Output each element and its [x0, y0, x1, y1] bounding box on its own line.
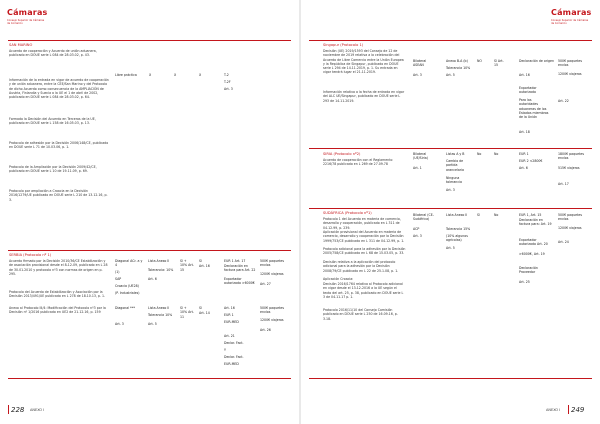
siria-col-a-1: Bilateral (UE/Siria): [413, 152, 428, 161]
serbia-col-d-4: Art. 14: [199, 311, 210, 315]
sudafrica-text-4: Decisión relativa a la aplicación del protocolo adicional para la adhesión por la Decisión 2008/79/CE publicado en L 22 de 25.1.08, p. 1.: [323, 260, 399, 273]
section-title-sudafrica: SUDÁFRICA (Protocolo nº1): [323, 211, 372, 215]
siria-col-c: No: [477, 152, 482, 156]
singapur-col-f-1: 500€ paquetes envíos: [558, 59, 582, 68]
sudafrica-col-e-4: >6000€, Art. 19: [519, 252, 545, 256]
serbia-col-e-3: Exportador autorizado >6000€: [224, 277, 255, 286]
singapur-col-c: NO: [477, 59, 482, 63]
serbia-col-a-2: (1): [115, 270, 120, 274]
siria-col-e-3: Art. 6: [519, 166, 528, 170]
section-title-san-marino: SAN MARINO: [9, 43, 33, 47]
siria-col-e-2: EUR 2 <2800€: [519, 159, 543, 163]
san-marino-text-1: Acuerdo de cooperación y Acuerdo de unión aduanera, publicado en DOUE serie L 084 de 28.03.02, p. 43.: [9, 49, 97, 58]
serbia-col-a-5: (P. Industriales): [115, 291, 140, 295]
sudafrica-col-f-1: 500€ paquetes envíos: [558, 213, 582, 222]
page-number: 228: [11, 406, 25, 414]
san-marino-col-d: X: [199, 73, 202, 77]
serbia-col-c-1: Sí + 10% Art. 15: [180, 259, 194, 272]
serbia-col-e-8: Declar. Fact.: [224, 341, 244, 345]
sudafrica-text-6: Decisión 2016/1764 relativa al Protocolo adicional en vigor desde el 13-12-2016 a la UE según el texto del art. 25, p. 38, publicado en DOUE serie L 3 de 04.11.17 p. 1.: [323, 282, 404, 299]
siria-col-b-2: Cambio de partida arancelaria: [446, 159, 464, 172]
singapur-col-a-1: Bilateral ASEAN: [413, 59, 427, 68]
sudafrica-text-5: Aplicación Croacia:: [323, 277, 354, 281]
serbia-col-e-2: Declaración en factura para Art. 22: [224, 264, 256, 273]
camaras-logo: Cámaras: [7, 8, 48, 17]
logo-tagline: Consejo Superior de Cámaras de Comercio: [551, 19, 589, 25]
serbia-col-b-1: Lista Anexo II: [148, 259, 170, 263]
sudafrica-col-e-3: Exportador autorizado Art. 20: [519, 238, 548, 247]
section-divider: [309, 40, 592, 41]
section-divider: [309, 208, 592, 209]
logo-tagline: Consejo Superior de Cámaras de Comercio: [7, 19, 45, 25]
sudafrica-col-f-3: Art. 24: [558, 240, 569, 244]
san-marino-text-6: Protocolo por ampliación a Croacia en la Decisión 2016/1279/UE publicado en DOUE serie L 210 de 13.12.16, p. 3.: [9, 189, 108, 202]
serbia-col-a-7: Art. 3: [115, 322, 124, 326]
sudafrica-col-a-2: ACP: [413, 227, 420, 231]
singapur-col-a-2: Art. 3: [413, 73, 422, 77]
serbia-col-a-6: Diagonal ***: [115, 306, 135, 310]
serbia-col-e-9: Y: [224, 348, 226, 352]
sudafrica-col-e-1: EUR 1, Art. 15: [519, 213, 542, 217]
serbia-col-b-2: Tolerancia: 10%: [148, 268, 174, 272]
singapur-col-b-3: Art. 5: [446, 73, 455, 77]
serbia-col-e-1: EUR 1 Art. 17: [224, 259, 246, 263]
serbia-col-f-5: 1200€ viajeros: [260, 318, 284, 322]
sudafrica-col-b-3: (10% algunos agrícolas): [446, 234, 468, 243]
siria-col-f-3: Art. 17: [558, 182, 569, 186]
sudafrica-text-3: Protocolo adicional para la adhesión por la Decisión 2005/758/CE publicado en L 68 de 15.03.05, p. 33.: [323, 247, 406, 256]
san-marino-text-5: Protocolo de la Ampliación por la Decisión 2009/42/CE, publicado en DOUE serie L 10 de 19.11.09, p. 69.: [9, 165, 97, 174]
serbia-col-b-5: Tolerancia 10%: [148, 313, 173, 317]
sudafrica-col-e-2: Declaración en factura para: Art. 19: [519, 218, 552, 227]
sudafrica-col-a-3: Art. 3: [413, 234, 422, 238]
sudafrica-col-e-5: Declaración Proveedor: [519, 266, 538, 275]
siria-col-a-2: Art. 1: [413, 166, 422, 170]
camaras-logo: Cámaras: [551, 8, 592, 17]
section-title-serbia: SERBIA (Protocolo nº 1): [9, 253, 52, 257]
san-marino-text-2: Información de la entrada en vigor de acuerdo de cooperación y de unión aduanera, entre la CEE/San Marino y del Protocolo de dicho Acuerdo como consecuencia de la AMPLIACIÓN de Austria, Finlandia y Suecia a la UE el 1 de abril de 2002, publicado en DOUE serie L 084 de 28.03.02, p. 64.: [9, 78, 109, 100]
section-title-siria: SIRIA (Protocolo nº2): [323, 152, 361, 156]
sudafrica-col-a-1: Bilateral (CE-Sudáfrica): [413, 213, 434, 222]
serbia-col-e-6: EUR-MED: [224, 320, 239, 324]
sudafrica-col-b-1: Lista Anexo II: [446, 213, 468, 217]
footer-label: ANEXO I: [546, 408, 561, 412]
right-page: [301, 0, 600, 424]
left-page: [0, 0, 299, 424]
siria-col-e-1: EUR 1: [519, 152, 529, 156]
serbia-col-e-5: EUR 1: [224, 313, 234, 317]
singapur-col-e-1: Declaración de origen: [519, 59, 555, 63]
siria-text-1: Acuerdo de cooperación con el Reglamento 2216/78 publicado en L 269 de 27.09.78: [323, 158, 393, 167]
page-number-bar: [8, 405, 9, 414]
siria-col-b-1: Listas A y B: [446, 152, 465, 156]
san-marino-col-b: X: [149, 73, 152, 77]
siria-col-b-4: Art. 3: [446, 188, 455, 192]
page-number-bar: [568, 405, 569, 414]
sudafrica-col-e-6: Art. 25: [519, 280, 530, 284]
singapur-col-b-1: Anexo B-A (b): [446, 59, 468, 63]
san-marino-origin: Libre práctica: [115, 73, 137, 77]
serbia-col-e-4: Art. 16: [224, 306, 235, 310]
serbia-col-f-3: Art. 27: [260, 282, 271, 286]
singapur-col-f-3: Art. 22: [558, 99, 569, 103]
serbia-col-a-3: SAP: [115, 277, 122, 281]
serbia-text-2: Protocolo del Acuerdo de Estabilización y Asociación por la Decisión 2013/491/UE publicado en L 278 de 18.10.13, p. 1.: [9, 290, 106, 299]
serbia-col-f-4: 500€ paquetes envíos: [260, 306, 284, 315]
page-number: 249: [571, 406, 585, 414]
serbia-col-e-7: Art. 21: [224, 334, 235, 338]
singapur-col-e-3: Exportador autorizado: [519, 86, 537, 95]
serbia-text-3: Anexo al Protocolo III/4: Modificación del Protocolo nº3 por la Decisión nº 1/2016 publicado en UE2 de 21.12.16, p. 159: [9, 306, 106, 315]
singapur-col-b-2: Tolerancia 10%: [446, 66, 471, 70]
serbia-col-f-6: Art. 26: [260, 328, 271, 332]
serbia-col-b-6: Art. 5: [148, 322, 157, 326]
section-divider: [8, 250, 291, 251]
san-marino-col-e2: T-2F: [224, 80, 231, 84]
serbia-col-b-3: Art. 6: [148, 277, 157, 281]
section-divider: [8, 40, 291, 41]
footer-label: ANEXO I: [30, 408, 45, 412]
serbia-col-b-4: Lista Anexo II: [148, 306, 170, 310]
siria-col-b-3: Ninguna tolerancia: [446, 176, 462, 185]
siria-col-d: No: [494, 152, 499, 156]
sudafrica-col-d: No: [494, 213, 499, 217]
san-marino-col-e3: Art. 3: [224, 87, 233, 91]
serbia-col-f-2: 1200€ viajeros: [260, 272, 284, 276]
singapur-col-e-2: Art. 16: [519, 73, 530, 77]
section-divider: [309, 148, 592, 149]
san-marino-col-c: X: [174, 73, 177, 77]
sudafrica-text-7: Protocolo 2016/11/10 del Consejo Comisión publicado en DOUE serie L 250 de 16.09.16, p. 3.18.: [323, 308, 398, 321]
san-marino-text-4: Protocolo de adhesión por la Decisión 2006/148/CE, publicado en DOUE serie L 71 de 10.03.06, p. 1.: [9, 141, 109, 150]
singapur-col-e-5: Art. 18: [519, 130, 530, 134]
sudafrica-col-f-2: 1200€ viajeros: [558, 226, 582, 230]
sudafrica-col-b-2: Tolerancia 15%: [446, 227, 471, 231]
serbia-col-c-2: Sí + 10% Art. 11: [180, 306, 194, 319]
serbia-col-e-11: EUR-MED: [224, 362, 239, 366]
san-marino-text-3: Formado la Decisión del Acuerdo en Terceros de la UE, publicado en DOUE serie L 158 de 16.05.03, p. 13.: [9, 117, 96, 126]
san-marino-col-e1: T-2: [224, 73, 229, 77]
serbia-col-e-10: Declar. Fact.: [224, 355, 244, 359]
serbia-col-d-2: Art. 16: [199, 264, 210, 268]
sudafrica-col-b-4: Art. 5: [446, 246, 455, 250]
serbia-text-1: Acuerdo firmado por la Decisión 2010/36/CE Estabilización y de asociación provisional desde el 8-12-09, publicado en L 28 de 30.01.2010 y protocolo nº3 con normas de origen en p. 295.: [9, 259, 108, 276]
singapur-col-d: Sí Art. 15: [494, 59, 504, 68]
serbia-col-d-3: Sí: [199, 306, 202, 310]
singapur-text-1: Decisión (UE) 2019/1593 del Consejo de 12 de noviembre de 2019 relativa a la celebración del Acuerdo de Libre Comercio entre la Unión Europea y la República de Singapur, publicado en DOUE serie L 294 de 14.11.2019, p. 1. Su entrada en vigor tendrá lugar el 21.11.2019.: [323, 49, 404, 75]
singapur-col-e-4: Para las autoridades aduaneras de los Estados miembros de la Unión: [519, 98, 549, 120]
sudafrica-text-2: Aplicación provisional del Acuerdo en materia de comercio, desarrollo y cooperación por la Decisión 1999/753/CE publicado en L 311 de 04.12.99, p. 1.: [323, 230, 405, 243]
singapur-text-2: Información relativa a la fecha de entrada en vigor del ALC UE/Singapur, publicado en DOUE serie L 293 de 14.11.2019.: [323, 90, 405, 103]
siria-col-f-2: 515€ viajeros: [558, 166, 580, 170]
serbia-col-d-1: Sí: [199, 259, 202, 263]
singapur-col-f-2: 1200€ viajeros: [558, 72, 582, 76]
serbia-col-f-1: 500€ paquetes envíos: [260, 259, 284, 268]
sudafrica-col-c: Sí: [477, 213, 480, 217]
serbia-col-a-1: Diagonal ACr. a y 4: [115, 259, 143, 268]
serbia-col-a-4: Croacia (UE28): [115, 284, 139, 288]
section-divider: [8, 378, 291, 379]
section-divider: [309, 378, 592, 379]
siria-col-f-1: 1800€ paquetes envíos: [558, 152, 585, 161]
section-title-singapur: Singapur (Protocolo 1): [323, 43, 364, 47]
sudafrica-text-1: Protocolo 1 del Acuerdo en materia de comercio, desarrollo y cooperación, publicado en L 311 de 04.12.99, p. 239.: [323, 217, 401, 230]
